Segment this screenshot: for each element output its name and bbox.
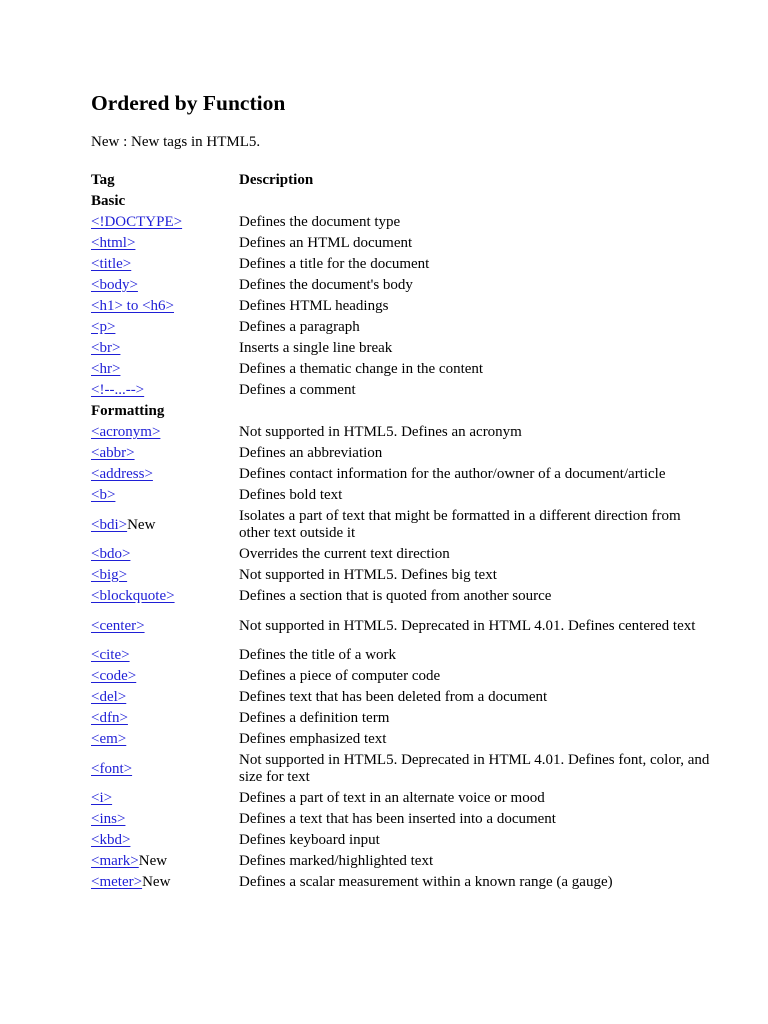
table-row [91,338,711,359]
tag-cell [91,761,239,778]
description-cell: Defines a title for the document [239,256,430,272]
tag-cell [91,853,239,870]
table-row [91,565,711,586]
table-row [91,275,711,296]
tag-cell [91,382,239,399]
tag-cell [91,466,239,483]
tag-cell [91,277,239,294]
description-cell: Not supported in HTML5. Deprecated in HTML 4.01. Defines font, color, and size for text [239,752,710,785]
tag-link[interactable]: <dfn> [91,710,128,726]
description-cell: Defines marked/highlighted text [239,853,434,869]
table-row [91,687,711,708]
description-cell: Defines an HTML document [239,235,413,251]
description-cell: Defines the title of a work [239,647,397,663]
description-cell: Defines emphasized text [239,731,387,747]
tag-link[interactable]: <big> [91,567,128,583]
new-marker: New [138,853,168,869]
tag-cell [91,256,239,273]
tag-link[interactable]: <!DOCTYPE> [91,214,183,230]
description-cell: Defines bold text [239,487,343,503]
description-cell: Defines a text that has been inserted into a document [239,811,556,827]
tag-link[interactable]: <body> [91,277,138,293]
table-header-row [91,170,711,191]
tag-link[interactable]: <blockquote> [91,588,175,604]
table-row [91,830,711,851]
table-row [91,233,711,254]
tag-link[interactable]: <br> [91,340,121,356]
tag-cell [91,811,239,828]
tag-cell [91,618,239,635]
section-heading-formatting [91,401,711,422]
tag-link[interactable]: <title> [91,256,132,272]
section-label: Basic [91,193,126,209]
table-row [91,851,711,872]
tag-link[interactable]: <b> [91,487,116,503]
new-marker: New [127,516,156,533]
description-cell: Defines keyboard input [239,832,380,848]
tag-link[interactable]: <cite> [91,647,130,663]
table-row [91,872,711,893]
table-row [91,254,711,275]
tag-link[interactable]: <abbr> [91,445,135,461]
description-cell: Defines a part of text in an alternate voice or mood [239,790,545,806]
tag-link[interactable]: <code> [91,668,137,684]
table-body [91,191,711,893]
tag-cell [91,298,239,315]
table-row [91,443,711,464]
tag-link[interactable]: <bdi> [91,516,128,533]
tag-cell [91,832,239,849]
tag-cell [91,319,239,336]
description-cell: Defines the document type [239,214,401,230]
table-row [91,586,711,607]
description-cell: Defines a scalar measurement within a known range (a gauge) [239,874,613,890]
tag-link[interactable]: <html> [91,235,136,251]
tag-link[interactable]: <!--...--> [91,382,145,398]
tag-cell [91,647,239,664]
description-cell: Inserts a single line break [239,340,393,356]
description-cell: Defines a piece of computer code [239,668,441,684]
description-cell: Defines a comment [239,382,356,398]
tag-link[interactable]: <i> [91,790,113,806]
tag-link[interactable]: <h1> to <h6> [91,298,175,314]
table-row [91,317,711,338]
tag-cell [91,546,239,563]
table-row [91,708,711,729]
new-marker: New [142,874,171,890]
description-cell: Defines an abbreviation [239,445,383,461]
table-row [91,809,711,830]
table-row [91,788,711,809]
table-row [91,544,711,565]
tag-cell [91,487,239,504]
tag-table [91,170,711,893]
table-row [91,750,711,788]
table-row [91,506,711,544]
tag-link[interactable]: <kbd> [91,832,131,848]
tag-cell [91,710,239,727]
description-cell: Not supported in HTML5. Defines an acronym [239,424,522,440]
tag-link[interactable]: <font> [91,760,133,777]
description-cell: Not supported in HTML5. Defines big text [239,567,497,583]
description-cell: Defines the document's body [239,277,413,293]
tag-cell [91,424,239,441]
table-row [91,296,711,317]
section-heading-basic [91,191,711,212]
table-row [91,359,711,380]
tag-cell [91,517,239,534]
tag-link[interactable]: <p> [91,319,116,335]
description-cell: Defines HTML headings [239,298,389,314]
tag-link[interactable]: <ins> [91,811,126,827]
page-title: Ordered by Function [91,91,286,115]
tag-link[interactable]: <mark> [91,853,139,869]
tag-cell [91,340,239,357]
tag-cell [91,361,239,378]
table-row [91,464,711,485]
description-cell: Overrides the current text direction [239,546,450,562]
table-row [91,729,711,750]
tag-cell [91,235,239,252]
table-row [91,607,711,645]
tag-cell [91,689,239,706]
description-column-header: Description [239,172,314,188]
table-row [91,485,711,506]
description-cell: Defines a paragraph [239,319,360,335]
tag-cell [91,731,239,748]
tag-cell [91,445,239,462]
tag-link[interactable]: <hr> [91,361,121,377]
tag-cell [91,588,239,605]
tag-column-header: Tag [91,172,115,188]
tag-link[interactable]: <bdo> [91,546,131,562]
table-row [91,422,711,443]
tag-link[interactable]: <acronym> [91,424,161,440]
description-cell: Not supported in HTML5. Deprecated in HTML 4.01. Defines centered text [239,617,696,634]
description-cell: Defines a section that is quoted from another source [239,588,552,604]
table-row [91,666,711,687]
table-row [91,380,711,401]
tag-link[interactable]: <center> [91,617,145,634]
table-row [91,645,711,666]
new-tags-note: New : New tags in HTML5. [91,134,261,150]
table-row [91,212,711,233]
description-cell: Defines a thematic change in the content [239,361,484,377]
tag-cell [91,874,239,891]
description-cell: Isolates a part of text that might be formatted in a different direction from other text outside it [239,508,681,541]
section-label: Formatting [91,403,165,419]
tag-cell [91,567,239,584]
tag-link[interactable]: <address> [91,466,153,482]
tag-cell [91,214,239,231]
tag-cell [91,668,239,685]
tag-link[interactable]: <del> [91,689,127,705]
description-cell: Defines a definition term [239,710,390,726]
tag-link[interactable]: <meter> [91,874,143,890]
description-cell: Defines text that has been deleted from a document [239,689,548,705]
tag-cell [91,790,239,807]
tag-link[interactable]: <em> [91,731,127,747]
description-cell: Defines contact information for the author/owner of a document/article [239,466,666,482]
